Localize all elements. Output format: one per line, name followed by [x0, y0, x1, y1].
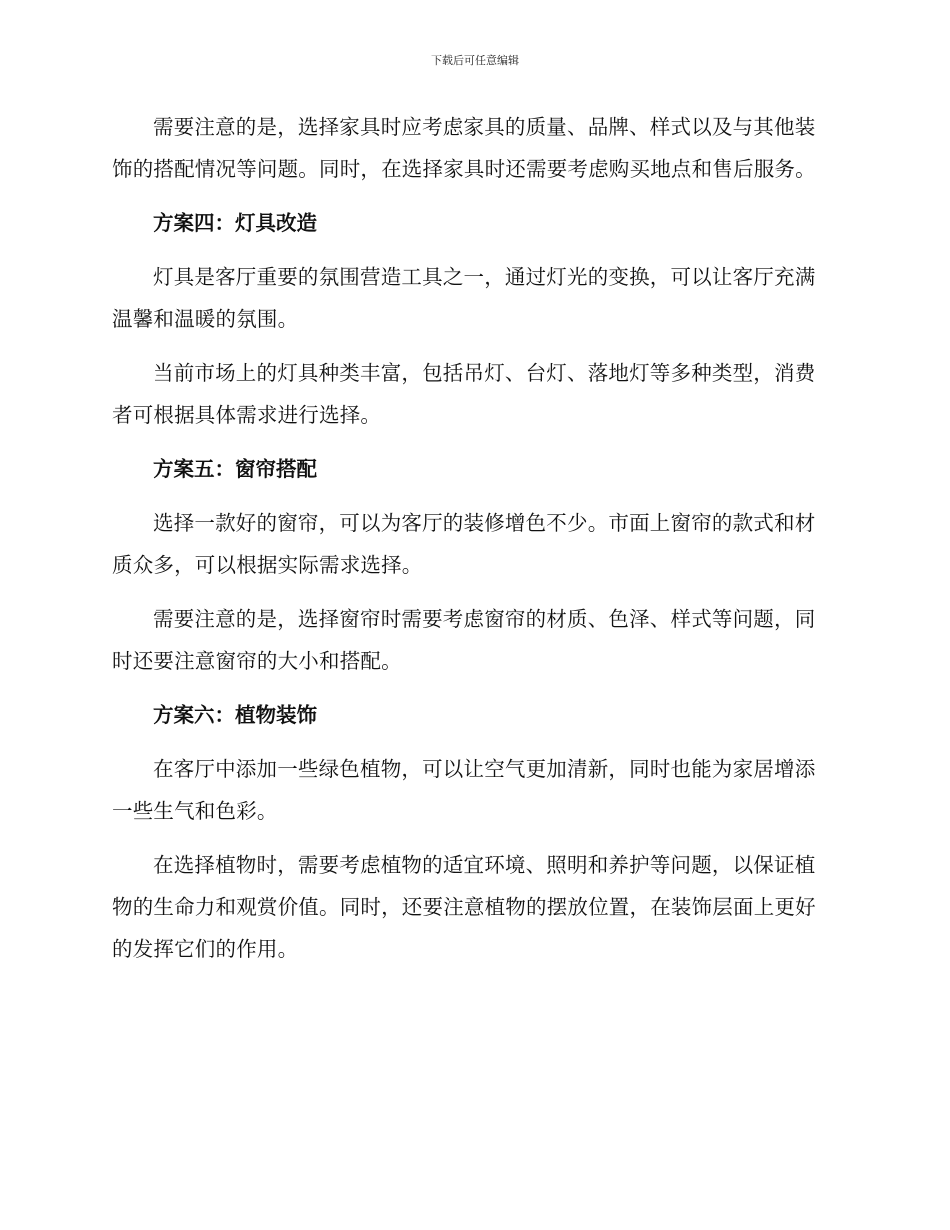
- section-heading-curtains: 方案五：窗帘搭配: [153, 457, 317, 481]
- section-heading-plants: 方案六：植物装饰: [153, 703, 317, 727]
- paragraph-curtains-note: 需要注意的是，选择窗帘时需要考虑窗帘的材质、色泽、样式等问题，同时还要注意窗帘的大小和搭配。: [112, 607, 816, 673]
- paragraph-lighting-intro: 灯具是客厅重要的氛围营造工具之一，通过灯光的变换，可以让客厅充满温馨和温暖的氛围。: [112, 265, 816, 331]
- document-body: [112, 106, 832, 982]
- section-heading-lighting: 方案四：灯具改造: [153, 211, 317, 235]
- paragraph-plants-intro: 在客厅中添加一些绿色植物，可以让空气更加清新，同时也能为家居增添一些生气和色彩。: [112, 757, 816, 823]
- paragraph-curtains-intro: 选择一款好的窗帘，可以为客厅的装修增色不少。市面上窗帘的款式和材质众多，可以根据实际需求选择。: [112, 511, 816, 577]
- page-header: 下载后可任意编辑: [431, 54, 519, 67]
- paragraph-lighting-market: 当前市场上的灯具种类丰富，包括吊灯、台灯、落地灯等多种类型，消费者可根据具体需求进行选择。: [112, 361, 816, 427]
- paragraph-plants-care: 在选择植物时，需要考虑植物的适宜环境、照明和养护等问题，以保证植物的生命力和观赏价值。同时，还要注意植物的摆放位置，在装饰层面上更好的发挥它们的作用。: [112, 853, 816, 961]
- paragraph-furniture-note: 需要注意的是，选择家具时应考虑家具的质量、品牌、样式以及与其他装饰的搭配情况等问题。同时，在选择家具时还需要考虑购买地点和售后服务。: [112, 115, 816, 181]
